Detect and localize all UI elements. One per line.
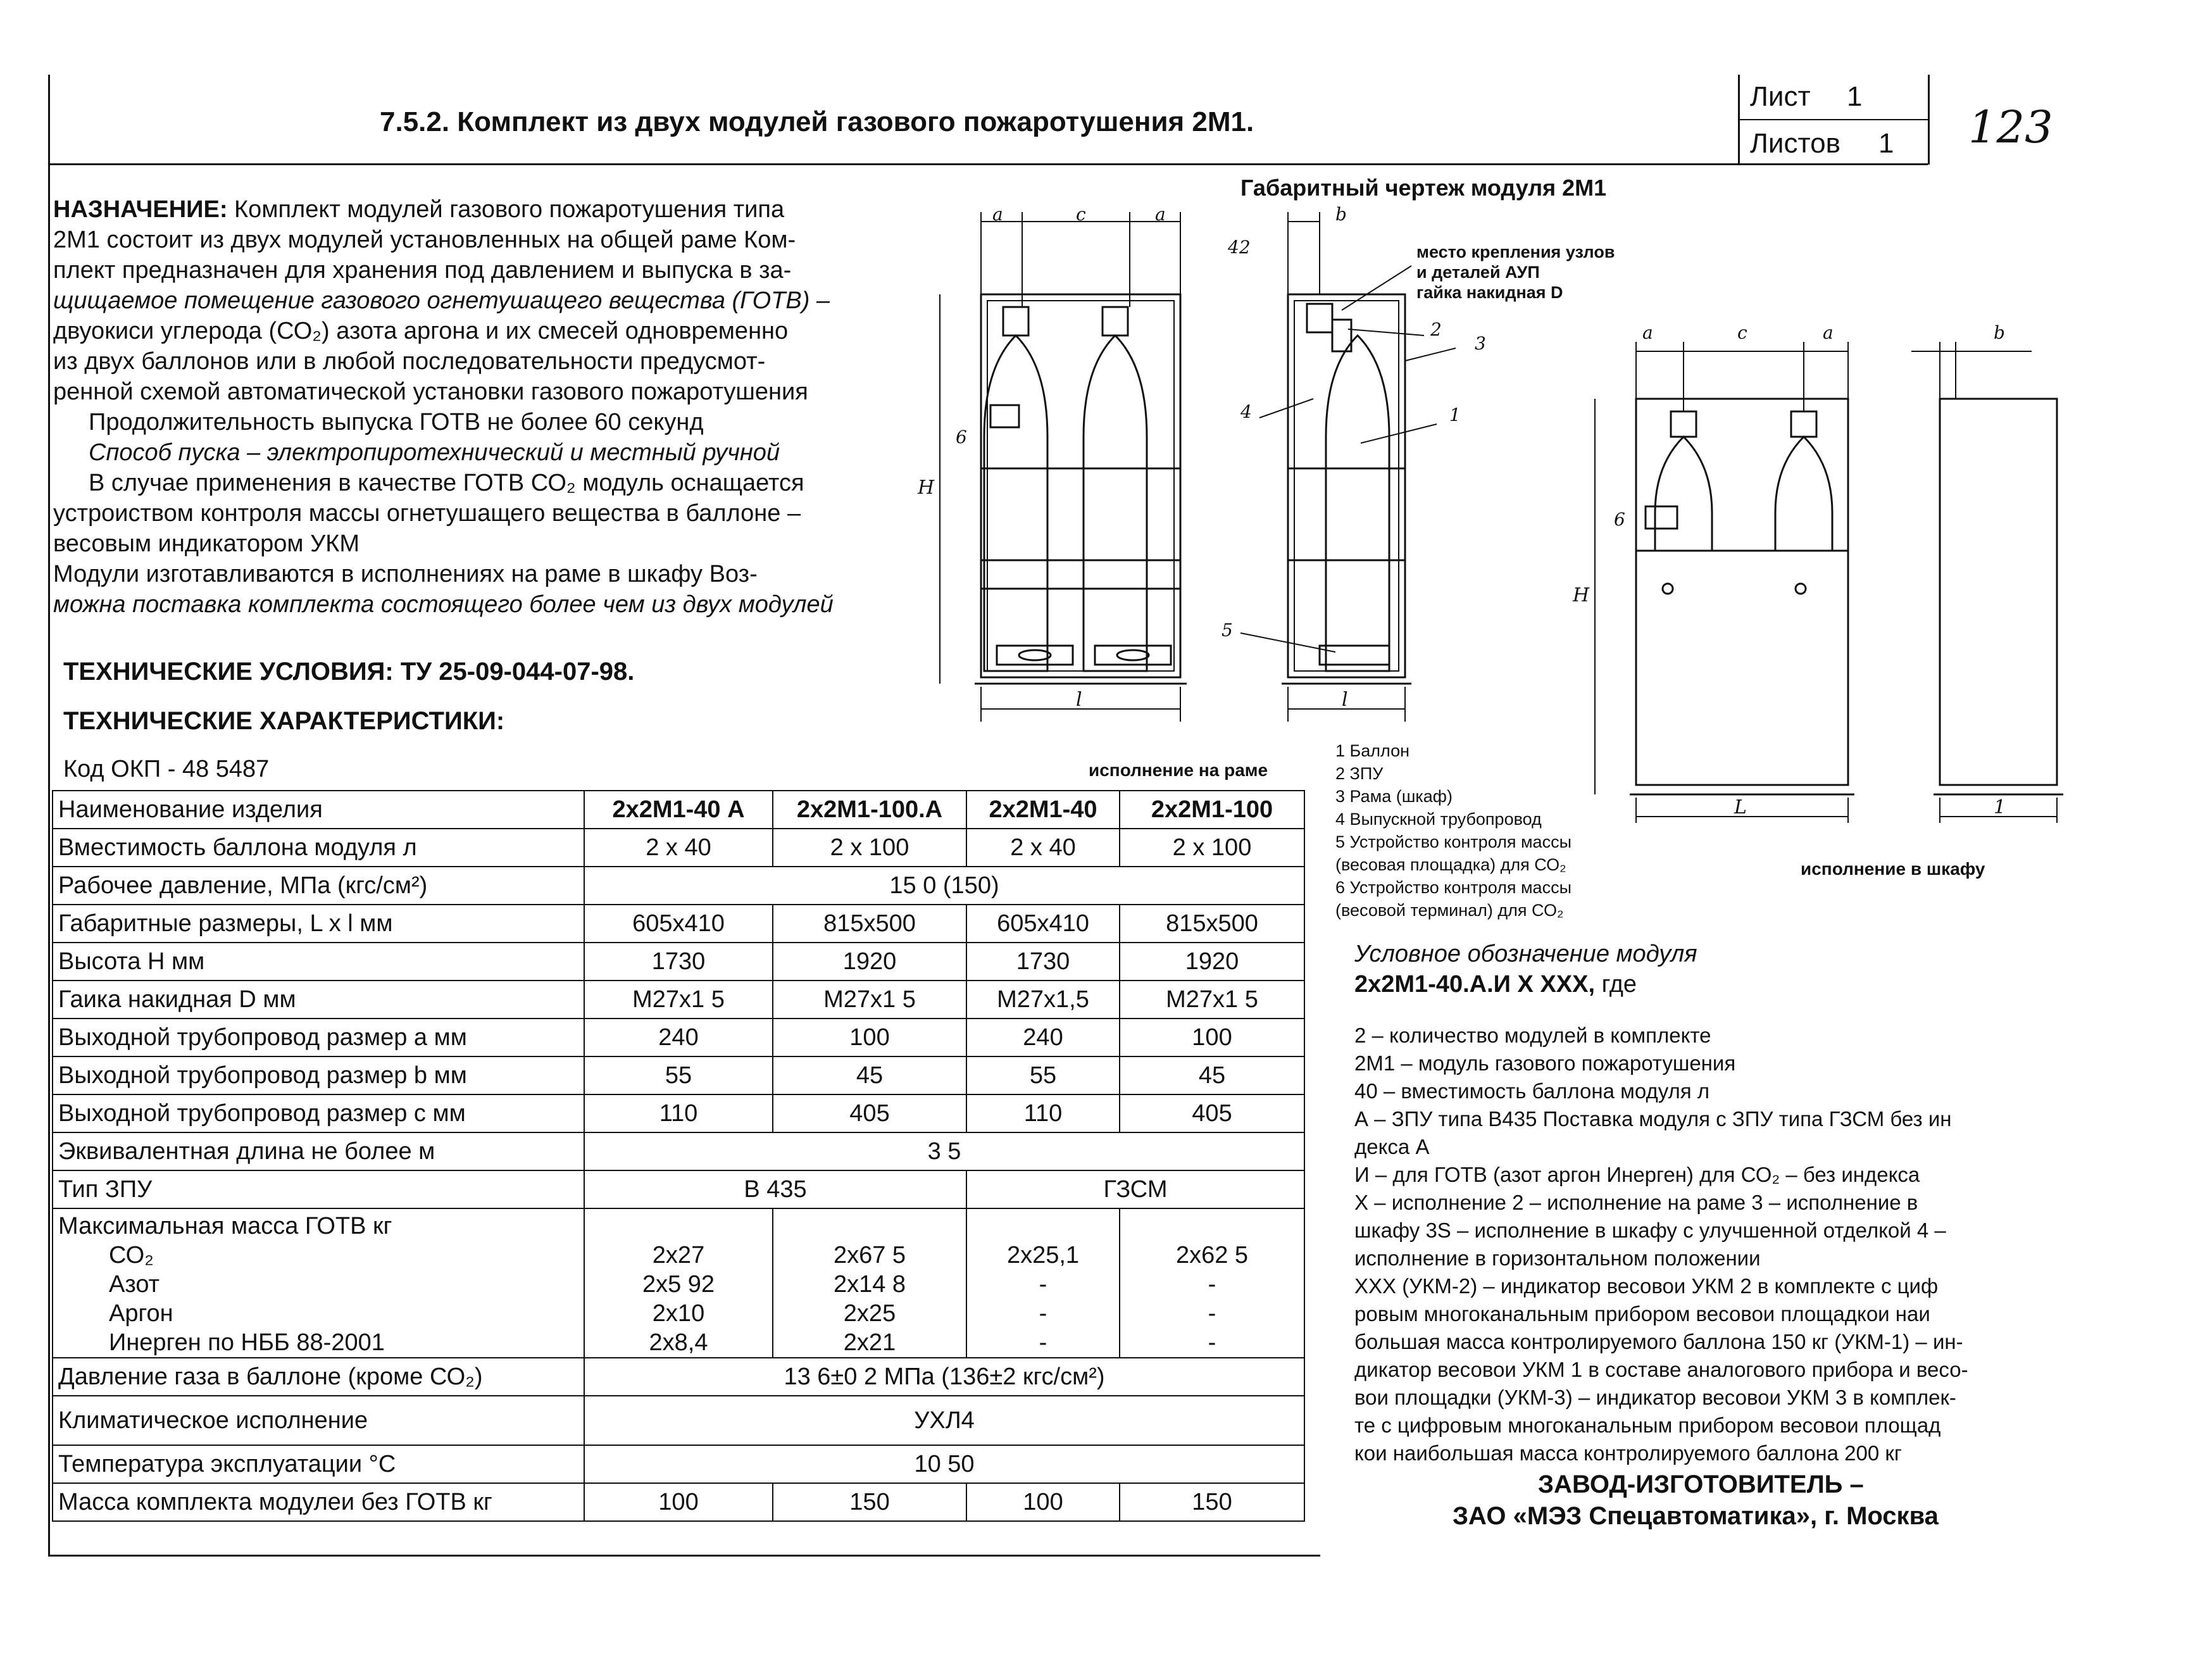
purpose-line: Продолжительность выпуска ГОТВ не более 60 секунд (89, 409, 704, 436)
table-cell: 1920 (773, 943, 966, 981)
frame-bottom-border (48, 1555, 1320, 1557)
manufacturer-heading: ЗАВОД-ИЗГОТОВИТЕЛЬ – (1538, 1470, 1864, 1498)
sheet-label: Лист (1750, 81, 1811, 112)
table-cell: 2х2М1-40 (966, 791, 1120, 829)
table-cell: ГЗСМ (966, 1170, 1304, 1208)
designation-explanation (1354, 1022, 1968, 1467)
table-row (53, 1094, 1304, 1132)
designation-line: Х – исполнение 2 – исполнение на раме 3 – исполнение в (1354, 1191, 1918, 1214)
designation-line: декса А (1354, 1135, 1430, 1158)
callout-6: 6 (956, 427, 967, 448)
purpose-line: Комплект модулей газового пожаротушения типа (234, 196, 785, 223)
sheets-label: Листов (1750, 128, 1840, 159)
table-cell: 3 5 (584, 1132, 1304, 1170)
header-bottom-border (48, 163, 1928, 165)
table-cell: Выходной трубопровод размер с мм (53, 1094, 584, 1132)
table-cell: 2 х 40 (966, 829, 1120, 867)
legend-item: 5 Устройство контроля массы (1335, 832, 1572, 851)
purpose-label: НАЗНАЧЕНИЕ: (53, 196, 228, 223)
legend-item: 6 Устройство контроля массы (1335, 878, 1572, 897)
callout-1: 1 (1449, 404, 1461, 425)
designation-line: кои наибольшая масса контролируемого баллона 200 кг (1354, 1441, 1902, 1465)
designation-where: где (1595, 971, 1637, 998)
mass-value: 2х21 (843, 1329, 896, 1356)
designation-line: те с цифровым многоканальным прибором весовои площад (1354, 1414, 1941, 1437)
designation-line: шкафу 3S – исполнение в шкафу с улучшенной отделкой 4 – (1354, 1219, 1946, 1242)
table-cell: 240 (584, 1019, 773, 1056)
table-row (53, 981, 1304, 1019)
frame-left-border (48, 75, 50, 1556)
table-cell (1120, 1208, 1304, 1358)
caption-cabinet-version: исполнение в шкафу (1801, 859, 1985, 879)
manufacturer-name: ЗАО «МЭЗ Спецавтоматика», г. Москва (1453, 1502, 1939, 1530)
dim-H: H (918, 477, 935, 499)
table-cell: 1730 (966, 943, 1120, 981)
table-cell: M27x1 5 (584, 981, 773, 1019)
table-cell: Эквивалентная длина не более м (53, 1132, 584, 1170)
sheet-value: 1 (1847, 81, 1863, 112)
table-cell: Тип ЗПУ (53, 1170, 584, 1208)
table-cell: Температура эксплуатации °С (53, 1445, 584, 1483)
legend-item: 3 Рама (шкаф) (1335, 787, 1453, 806)
table-cell: M27x1,5 (966, 981, 1120, 1019)
dim-a: a (1823, 322, 1834, 343)
table-cell: Наименование изделия (53, 791, 584, 829)
designation-line: 2М1 – модуль газового пожаротушения (1354, 1051, 1736, 1075)
designation-line: дикатор весовои УКМ 1 в составе аналогового прибора и весо- (1354, 1358, 1968, 1381)
dim-1: 1 (1994, 796, 2006, 818)
designation-line: исполнение в горизонтальном положении (1354, 1246, 1761, 1270)
purpose-block (53, 194, 784, 225)
purpose-line: Модули изготавливаются в исполнениях на раме в шкафу Воз- (53, 561, 758, 587)
table-cell: Гаика накидная D мм (53, 981, 584, 1019)
table-cell: 2 х 100 (773, 829, 966, 867)
table-cell (966, 1208, 1120, 1358)
table-row (53, 1019, 1304, 1056)
table-cell (773, 1208, 966, 1358)
table-cell: 405 (773, 1094, 966, 1132)
designation-line: вои площадки (УКМ-3) – индикатор весовои УКМ 3 в комплек- (1354, 1386, 1956, 1409)
table-cell: Выходной трубопровод размер а мм (53, 1019, 584, 1056)
okp-code: Код ОКП - 48 5487 (63, 756, 270, 782)
dim-c: c (1737, 322, 1747, 343)
legend-item: (весовой терминал) для СО₂ (1335, 901, 1564, 920)
table-cell: 15 0 (150) (584, 867, 1304, 905)
legend-item: 1 Баллон (1335, 741, 1409, 760)
mass-value: - (1039, 1300, 1047, 1327)
caption-frame-version: исполнение на раме (1089, 760, 1268, 780)
table-cell: 45 (1120, 1056, 1304, 1094)
table-cell: 45 (773, 1056, 966, 1094)
table-cell: 2х2М1-40 А (584, 791, 773, 829)
dim-42: 42 (1228, 237, 1251, 258)
purpose-line: двуокиси углерода (СО₂) азота аргона и их смесей одновременно (53, 318, 789, 344)
table-cell: 150 (773, 1483, 966, 1521)
table-cell: 1920 (1120, 943, 1304, 981)
dim-L: L (1734, 796, 1747, 818)
callout-5: 5 (1222, 620, 1233, 641)
table-cell: 100 (584, 1483, 773, 1521)
callout-2: 2 (1430, 319, 1442, 340)
table-cell: 405 (1120, 1094, 1304, 1132)
table-cell: 55 (966, 1056, 1120, 1094)
designation-line: И – для ГОТВ (азот аргон Инерген) для СО₂ – без индекса (1354, 1163, 1920, 1186)
purpose-line: устроиством контроля массы огнетушащего вещества в баллоне – (53, 500, 801, 527)
mass-value: - (1208, 1329, 1216, 1356)
table-cell: 110 (584, 1094, 773, 1132)
dim-a: a (992, 204, 1003, 225)
mass-name: СО₂ (109, 1242, 154, 1269)
table-cell: Вместимость баллона модуля л (53, 829, 584, 867)
legend-item: 4 Выпускной трубопровод (1335, 810, 1542, 829)
mass-value: - (1039, 1271, 1047, 1298)
page-number: 123 (1968, 101, 2053, 153)
purpose-line: Способ пуска – электропиротехнический и местный ручной (89, 439, 780, 466)
legend-item: 2 ЗПУ (1335, 764, 1384, 783)
table-cell: Рабочее давление, МПа (кгс/см²) (53, 867, 584, 905)
table-cell: 13 6±0 2 МПа (136±2 кгс/см²) (584, 1358, 1304, 1396)
purpose-line: ренной схемой автоматической установки газового пожаротушения (53, 379, 808, 405)
mass-value: 2х14 8 (833, 1271, 906, 1298)
designation-line: 2 – количество модулей в комплекте (1354, 1024, 1711, 1047)
sheet-divider (1738, 119, 1928, 120)
dim-l: l (1076, 689, 1082, 711)
table-row (53, 1396, 1304, 1445)
table-cell: 2 х 40 (584, 829, 773, 867)
designation-line: большая масса контролируемого баллона 150 кг (УКМ-1) – ин- (1354, 1330, 1963, 1353)
table-cell: 100 (966, 1483, 1120, 1521)
table-cell: Климатическое исполнение (53, 1396, 584, 1445)
mass-value: 2х27 (652, 1242, 705, 1269)
table-cell: Давление газа в баллоне (кроме СО₂) (53, 1358, 584, 1396)
mass-value: 2х10 (652, 1300, 705, 1327)
designation-code: 2х2М1-40.А.И Х ХХХ, (1354, 971, 1596, 998)
table-cell: 110 (966, 1094, 1120, 1132)
mass-value: - (1208, 1271, 1216, 1298)
purpose-line: плект предназначен для хранения под давлением и выпуска в за- (53, 257, 792, 284)
tech-characteristics-heading: ТЕХНИЧЕСКИЕ ХАРАКТЕРИСТИКИ: (63, 707, 505, 735)
mass-title: Максимальная масса ГОТВ кг (58, 1213, 392, 1239)
legend-item: (весовая площадка) для СО₂ (1335, 855, 1566, 874)
purpose-line: щищаемое помещение газового огнетушащего вещества (ГОТВ) – (53, 287, 830, 314)
table-cell: 2х2М1-100.А (773, 791, 966, 829)
designation-line: 40 – вместимость баллона модуля л (1354, 1079, 1710, 1103)
designation-title: Условное обозначение модуля (1354, 941, 1697, 967)
table-cell: 1730 (584, 943, 773, 981)
dim-a: a (1642, 322, 1653, 343)
header-divider-2 (1928, 75, 1930, 165)
mass-name: Азот (109, 1271, 160, 1298)
purpose-line: из двух баллонов или в любой последовательности предусмот- (53, 348, 766, 375)
dim-b: b (1994, 322, 2005, 343)
table-cell: M27x1 5 (1120, 981, 1304, 1019)
designation-code-line (1354, 969, 1637, 1000)
callout-3: 3 (1475, 333, 1486, 354)
mass-value: 2х25 (843, 1300, 896, 1327)
note-mount-point: место крепления узлов (1416, 242, 1615, 261)
mass-value: 2х8,4 (649, 1329, 708, 1356)
table-row (53, 1056, 1304, 1094)
purpose-line: В случае применения в качестве ГОТВ СО₂ модуль оснащается (89, 470, 804, 496)
table-row (53, 943, 1304, 981)
table-cell: 2х2М1-100 (1120, 791, 1304, 829)
dim-a: a (1155, 204, 1166, 225)
mass-value: - (1208, 1300, 1216, 1327)
table-cell: 150 (1120, 1483, 1304, 1521)
mass-value: 2х25,1 (1006, 1242, 1080, 1269)
mass-name: Инерген по НББ 88-2001 (109, 1329, 385, 1356)
table-row-mass (53, 1208, 1304, 1358)
table-row (53, 905, 1304, 943)
table-row (53, 1358, 1304, 1396)
table-cell: УХЛ4 (584, 1396, 1304, 1445)
table-row (53, 1483, 1304, 1521)
table-cell: 100 (1120, 1019, 1304, 1056)
purpose-line: можна поставка комплекта состоящего более чем из двух модулей (53, 591, 834, 618)
dim-l: l (1342, 689, 1348, 711)
sheets-value: 1 (1878, 128, 1894, 159)
table-cell: 605х410 (584, 905, 773, 943)
table-cell (53, 1208, 584, 1358)
table-cell: Выходной трубопровод размер b мм (53, 1056, 584, 1094)
mass-value: 2х67 5 (833, 1242, 906, 1269)
table-row (53, 1445, 1304, 1483)
mass-value: 2х62 5 (1175, 1242, 1249, 1269)
mass-name: Аргон (109, 1300, 173, 1327)
tech-conditions: ТЕХНИЧЕСКИЕ УСЛОВИЯ: ТУ 25-09-044-07-98. (63, 658, 635, 686)
table-row (53, 1170, 1304, 1208)
table-cell: 815х500 (1120, 905, 1304, 943)
table-cell: 240 (966, 1019, 1120, 1056)
table-cell: Габаритные размеры, L х l мм (53, 905, 584, 943)
legend-list (1335, 739, 1572, 922)
callout-4: 4 (1240, 401, 1252, 422)
note-union-nut: гайка накидная D (1416, 283, 1563, 302)
table-cell: В 435 (584, 1170, 966, 1208)
table-cell: M27x1 5 (773, 981, 966, 1019)
purpose-line: 2М1 состоит из двух модулей установленных на общей раме Ком- (53, 227, 796, 253)
callout-6: 6 (1614, 509, 1625, 530)
table-cell: 55 (584, 1056, 773, 1094)
table-cell: 815х500 (773, 905, 966, 943)
note-mount-point-2: и деталей АУП (1416, 263, 1540, 282)
table-cell: 605х410 (966, 905, 1120, 943)
designation-line: А – ЗПУ типа В435 Поставка модуля с ЗПУ типа ГЗСМ без ин (1354, 1107, 1952, 1131)
table-cell: 10 50 (584, 1445, 1304, 1483)
dim-H: H (1573, 584, 1590, 606)
purpose-line: весовым индикатором УКМ (53, 530, 359, 557)
table-row (53, 867, 1304, 905)
designation-line: ровым многоканальным прибором весовои площадкои наи (1354, 1302, 1930, 1326)
table-cell: 100 (773, 1019, 966, 1056)
drawing-title: Габаритный чертеж модуля 2М1 (1240, 175, 1607, 201)
mass-value: 2х5 92 (642, 1271, 715, 1298)
table-cell: 2 х 100 (1120, 829, 1304, 867)
dim-b: b (1335, 204, 1347, 225)
table-cell: Высота H мм (53, 943, 584, 981)
specifications-table (52, 790, 1305, 1522)
table-row (53, 1132, 1304, 1170)
dim-c: c (1076, 204, 1086, 225)
mass-value: - (1039, 1329, 1047, 1356)
table-cell: Масса комплекта модулеи без ГОТВ кг (53, 1483, 584, 1521)
designation-line: ХХХ (УКМ-2) – индикатор весовои УКМ 2 в комплекте с циф (1354, 1274, 1939, 1298)
page-title: 7.5.2. Комплект из двух модулей газового пожаротушения 2М1. (380, 106, 1254, 137)
table-cell (584, 1208, 773, 1358)
